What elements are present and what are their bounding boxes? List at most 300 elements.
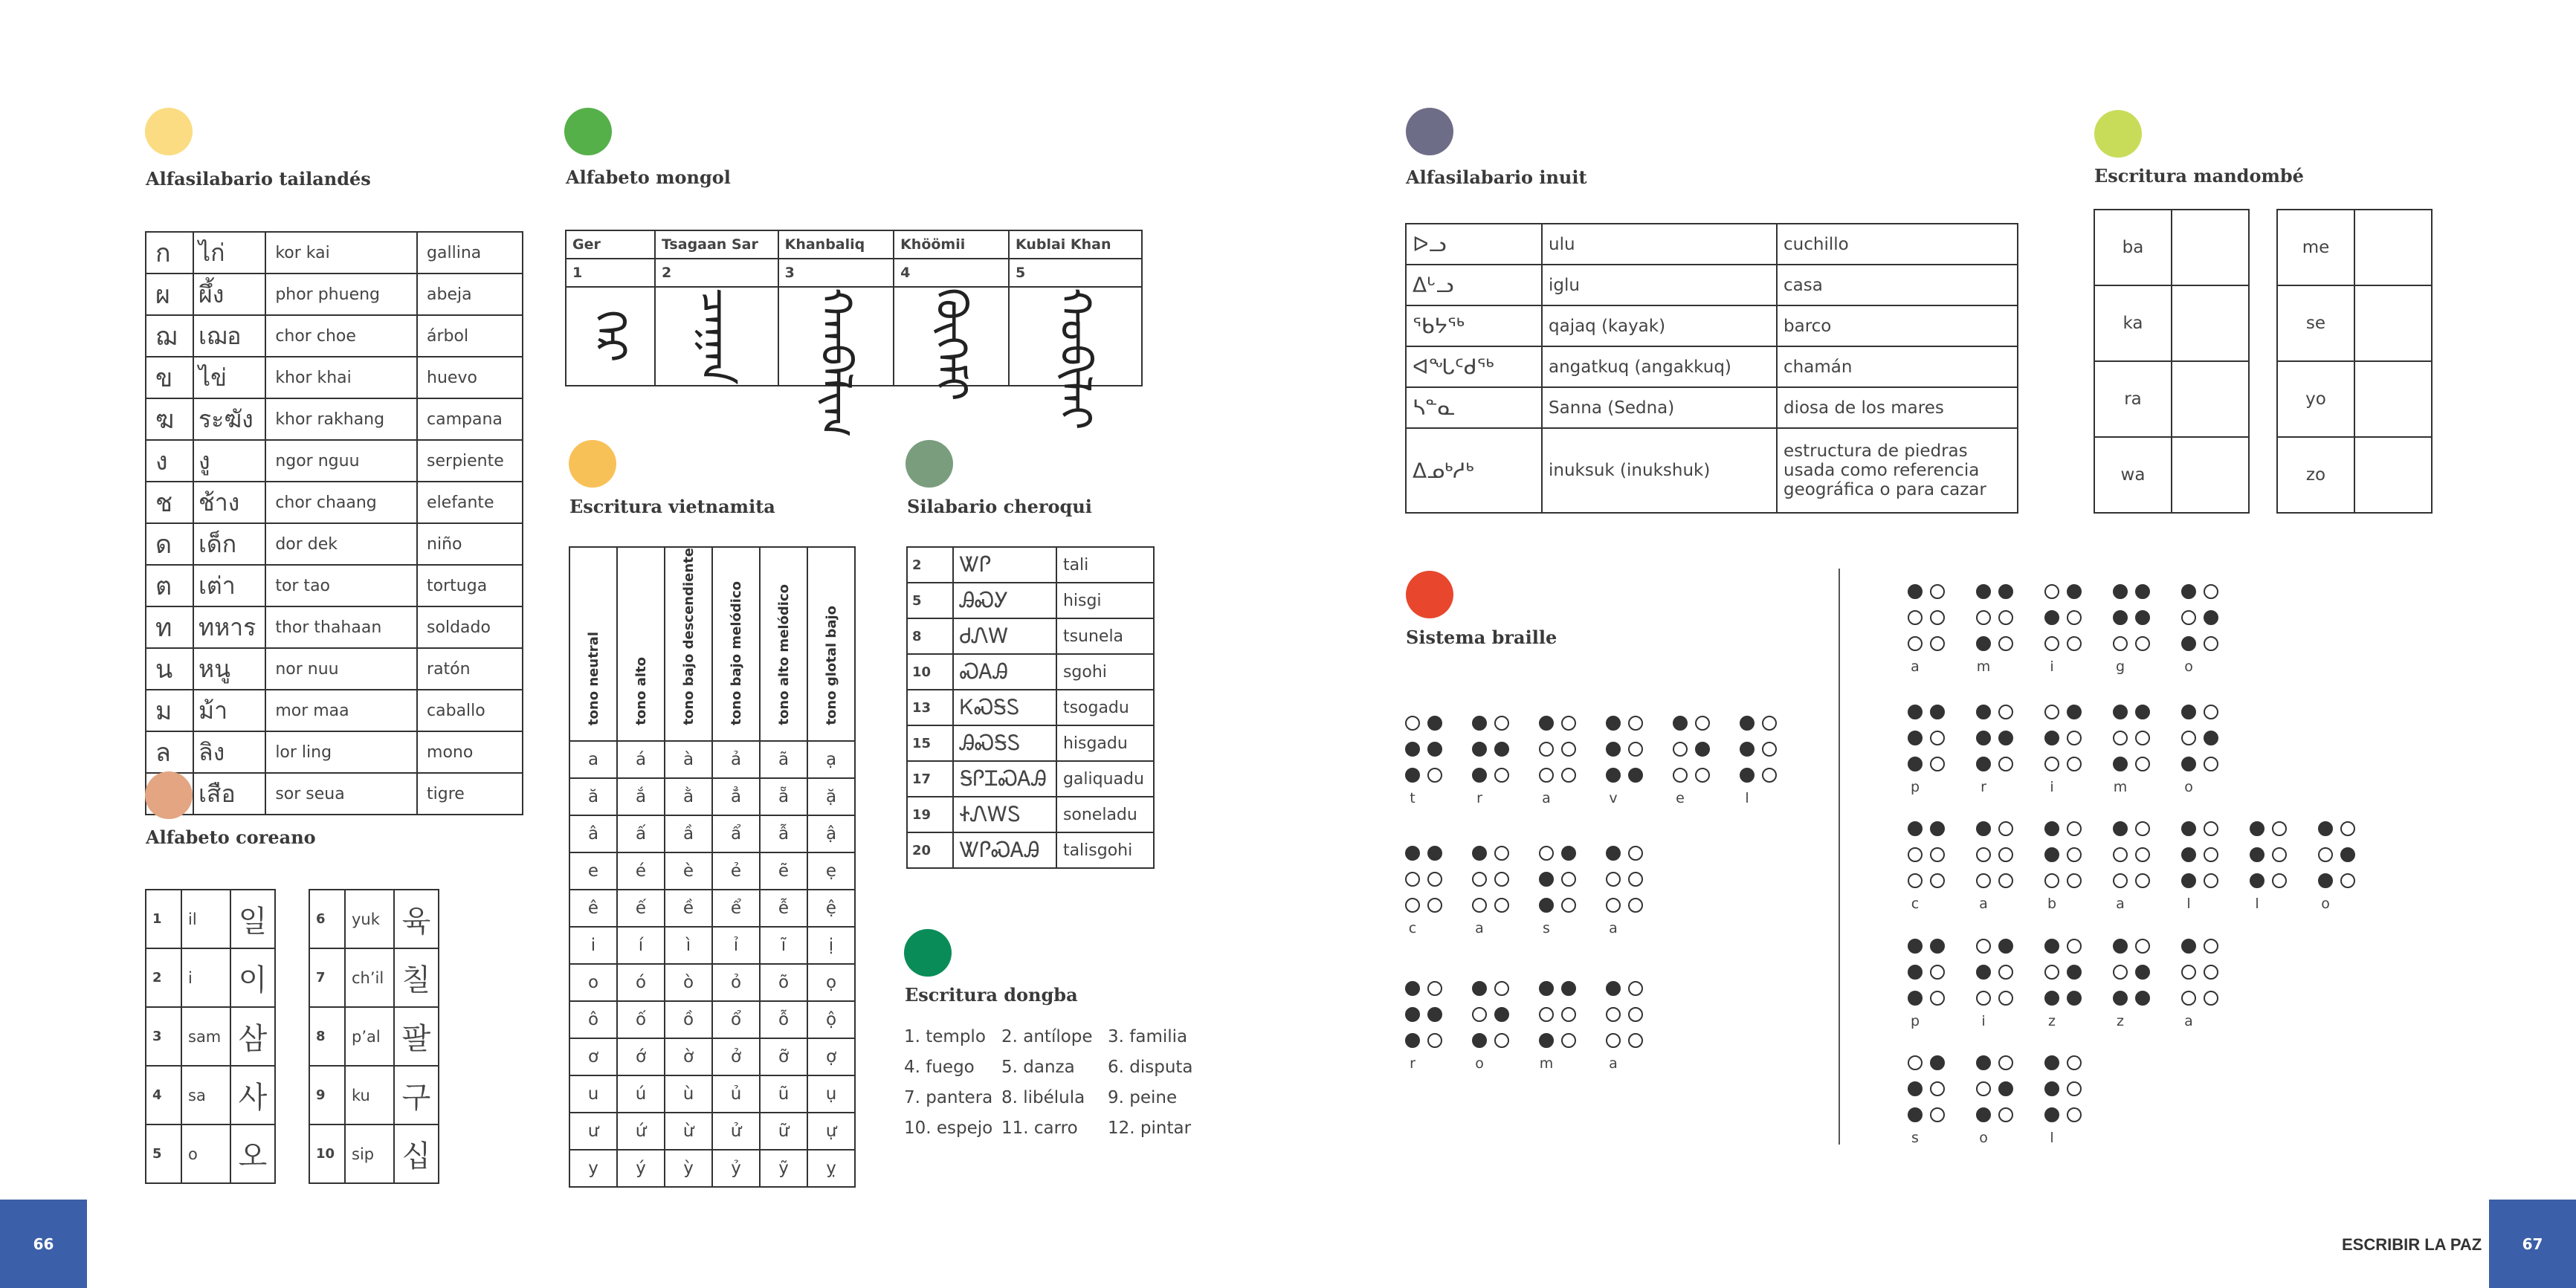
braille-dot <box>2067 731 2082 745</box>
braille-dot <box>1494 898 1509 913</box>
table-row <box>146 274 523 315</box>
table-cell: ả <box>712 741 760 778</box>
braille-letter: z <box>2117 1013 2124 1029</box>
table-cell: ช้าง <box>193 482 265 523</box>
braille-dot <box>2181 705 2196 719</box>
table-cell: angatkuq (angakkuq) <box>1542 346 1777 387</box>
mongol-table <box>565 230 1143 438</box>
braille-dot <box>2204 610 2218 625</box>
braille-dot <box>1998 965 2013 980</box>
mongolian-glyph: ᠭᠡᠷ <box>566 287 655 386</box>
table-row <box>907 761 1154 797</box>
table-cell: inuksuk (inukshuk) <box>1542 428 1777 513</box>
braille-dot <box>1628 1007 1643 1022</box>
table-cell: tigre <box>417 773 523 815</box>
braille-dot <box>1695 716 1710 731</box>
glyph-cell <box>2354 285 2432 361</box>
column-header <box>712 547 760 741</box>
braille-divider <box>1839 569 1840 1145</box>
table-row <box>2094 437 2249 513</box>
braille-dot <box>2044 965 2059 980</box>
table-cell: chamán <box>1777 346 2018 387</box>
braille-letter: r <box>1981 779 1986 795</box>
braille-dot <box>1628 898 1643 913</box>
table-cell: ฌ <box>146 315 193 357</box>
table-cell: tali <box>1056 547 1154 583</box>
braille-letter: m <box>1976 658 1991 675</box>
table-row <box>146 232 523 274</box>
table-cell: ล <box>146 731 193 773</box>
braille-letter: v <box>1609 790 1618 806</box>
braille-dot <box>2340 873 2355 888</box>
dongba-item: 3. familia <box>1108 1027 1188 1046</box>
table-row <box>2277 361 2432 437</box>
inuit-color-dot <box>1406 108 1453 155</box>
table-cell: ă <box>569 778 617 815</box>
braille-dot <box>2113 821 2128 836</box>
table-cell: hisgadu <box>1056 725 1154 761</box>
braille-dot <box>1561 742 1576 757</box>
table-cell: 15 <box>907 725 953 761</box>
mongolian-glyph: ᠬᠤᠪᠢᠯᠠᠢ <box>1009 287 1142 386</box>
braille-dot <box>2250 821 2265 836</box>
table-row <box>146 523 523 565</box>
braille-dot <box>2318 821 2333 836</box>
braille-letter: a <box>1911 658 1920 675</box>
table-cell: tor tao <box>265 565 417 606</box>
table-cell: galiquadu <box>1056 761 1154 797</box>
table-cell: tsunela <box>1056 618 1154 654</box>
mandombe-table-right <box>2276 209 2433 514</box>
braille-dot <box>2044 584 2059 599</box>
braille-dot <box>2340 847 2355 862</box>
braille-dot <box>2044 731 2059 745</box>
braille-dot <box>2044 705 2059 719</box>
braille-dot <box>2135 636 2150 651</box>
table-cell: ẩ <box>712 815 760 852</box>
braille-dot <box>1628 981 1643 996</box>
table-cell: ẻ <box>712 852 760 890</box>
braille-letter: i <box>1981 1013 1986 1029</box>
braille-dot <box>1908 1107 1923 1122</box>
table-cell: mono <box>417 731 523 773</box>
braille-letter: o <box>1475 1055 1484 1072</box>
braille-dot <box>2067 636 2082 651</box>
braille-dot <box>1494 846 1509 861</box>
table-cell: 2 <box>907 547 953 583</box>
table-row <box>907 690 1154 725</box>
braille-dot <box>2204 821 2218 836</box>
table-cell: ụ <box>807 1075 855 1113</box>
table-row <box>569 890 855 927</box>
table-cell: o <box>181 1124 230 1183</box>
table-cell: ố <box>617 1001 665 1038</box>
dongba-item: 12. pintar <box>1108 1119 1192 1138</box>
braille-letter: a <box>2184 1013 2193 1029</box>
table-cell: 사 <box>230 1066 275 1124</box>
braille-dot <box>2113 757 2128 771</box>
braille-letter: i <box>2050 779 2054 795</box>
braille-dot <box>1998 847 2013 862</box>
braille-dot <box>1998 1107 2013 1122</box>
braille-dot <box>1908 991 1923 1006</box>
braille-dot <box>2135 821 2150 836</box>
braille-dot <box>1998 610 2013 625</box>
braille-title: Sistema braille <box>1406 627 1557 648</box>
braille-dot <box>1673 742 1688 757</box>
table-row <box>907 832 1154 868</box>
column-header: Khanbaliq <box>778 230 894 259</box>
glyph-cell <box>2172 361 2249 437</box>
braille-dot <box>2067 584 2082 599</box>
table-cell: õ <box>760 964 807 1001</box>
braille-dot <box>2204 757 2218 771</box>
vietnamese-table <box>569 546 856 1188</box>
table-cell: งู <box>193 440 265 482</box>
table-cell: ê <box>569 890 617 927</box>
table-row <box>146 1007 275 1066</box>
table-cell: 육 <box>394 890 439 948</box>
table-row <box>146 606 523 648</box>
braille-dot <box>1930 847 1945 862</box>
braille-dot <box>2181 610 2196 625</box>
table-cell: y <box>569 1150 617 1187</box>
braille-dot <box>1427 742 1442 757</box>
braille-dot <box>1494 981 1509 996</box>
braille-dot <box>2113 610 2128 625</box>
braille-dot <box>1427 846 1442 861</box>
tone-label: tono alto melódico <box>775 584 792 725</box>
table-cell: ỳ <box>665 1150 712 1187</box>
table-cell: ậ <box>807 815 855 852</box>
braille-dot <box>2067 610 2082 625</box>
braille-dot <box>1998 939 2013 954</box>
table-cell: 구 <box>394 1066 439 1124</box>
braille-letter: i <box>2050 658 2054 675</box>
braille-dot <box>1908 847 1923 862</box>
table-cell: p’al <box>345 1007 394 1066</box>
braille-dot <box>2113 991 2128 1006</box>
braille-dot <box>1405 1033 1420 1048</box>
table-cell: ngor nguu <box>265 440 417 482</box>
table-cell: ệ <box>807 890 855 927</box>
braille-dot <box>2067 1055 2082 1070</box>
braille-dot <box>1561 898 1576 913</box>
braille-dot <box>2067 757 2082 771</box>
tone-label: tono alto <box>633 656 649 725</box>
table-cell: lor ling <box>265 731 417 773</box>
braille-dot <box>1976 1107 1991 1122</box>
braille-dot <box>2044 1107 2059 1122</box>
table-cell: ễ <box>760 890 807 927</box>
syllable: me <box>2277 210 2354 285</box>
table-cell: ự <box>807 1113 855 1150</box>
tone-label: tono glotal bajo <box>823 606 839 725</box>
table-cell: ẵ <box>760 778 807 815</box>
table-cell: serpiente <box>417 440 523 482</box>
table-cell: khor rakhang <box>265 398 417 440</box>
braille-dot <box>2067 847 2082 862</box>
table-cell: 10 <box>907 654 953 690</box>
braille-dot <box>2135 965 2150 980</box>
braille-dot <box>1976 847 1991 862</box>
braille-dot <box>2204 636 2218 651</box>
braille-dot <box>2272 873 2287 888</box>
braille-letter: l <box>1745 790 1749 806</box>
table-cell: sa <box>181 1066 230 1124</box>
table-cell: ข <box>146 357 193 398</box>
running-title: ESCRIBIR LA PAZ <box>2342 1235 2482 1254</box>
table-row <box>2094 285 2249 361</box>
braille-dot <box>2135 584 2150 599</box>
braille-letter: o <box>2321 896 2330 912</box>
braille-dot <box>1472 981 1487 996</box>
dongba-item: 1. templo <box>904 1027 986 1046</box>
table-cell: cuchillo <box>1777 224 2018 265</box>
table-cell: soldado <box>417 606 523 648</box>
table-cell: ỏ <box>712 964 760 1001</box>
braille-dot <box>2181 584 2196 599</box>
braille-dot <box>1908 636 1923 651</box>
table-cell: barco <box>1777 305 2018 346</box>
table-cell: qajaq (kayak) <box>1542 305 1777 346</box>
table-row <box>2094 210 2249 285</box>
braille-dot <box>1472 768 1487 783</box>
table-cell: ĩ <box>760 927 807 964</box>
table-cell: tsogadu <box>1056 690 1154 725</box>
viet-title: Escritura vietnamita <box>569 496 775 517</box>
dongba-item: 8. libélula <box>1001 1088 1085 1107</box>
table-cell: soneladu <box>1056 797 1154 832</box>
braille-dot <box>1472 1033 1487 1048</box>
braille-dot <box>1405 872 1420 887</box>
table-cell: caballo <box>417 690 523 731</box>
braille-dot <box>1628 846 1643 861</box>
braille-dot <box>1539 716 1554 731</box>
table-cell: 이 <box>230 948 275 1007</box>
braille-dot <box>1673 716 1688 731</box>
glyph-row <box>566 287 1142 386</box>
table-cell: campana <box>417 398 523 440</box>
table-cell: mor maa <box>265 690 417 731</box>
dongba-title: Escritura dongba <box>905 984 1078 1006</box>
table-cell: ổ <box>712 1001 760 1038</box>
glyph-cell <box>2172 437 2249 513</box>
table-row <box>569 1001 855 1038</box>
braille-dot <box>2181 821 2196 836</box>
table-cell: ú <box>617 1075 665 1113</box>
table-cell: 9 <box>309 1066 345 1124</box>
braille-letter: e <box>1676 790 1685 806</box>
table-cell: diosa de los mares <box>1777 387 2018 428</box>
braille-dot <box>1998 757 2013 771</box>
table-cell: talisgohi <box>1056 832 1154 868</box>
table-cell: หนู <box>193 648 265 690</box>
table-cell: árbol <box>417 315 523 357</box>
braille-dot <box>1539 898 1554 913</box>
braille-dot <box>2067 965 2082 980</box>
table-cell: iglu <box>1542 265 1777 305</box>
braille-letter: a <box>1979 896 1988 912</box>
table-cell: ò <box>665 964 712 1001</box>
braille-dot <box>1472 898 1487 913</box>
table-cell: ไข่ <box>193 357 265 398</box>
braille-dot <box>1539 872 1554 887</box>
braille-letter: l <box>2255 896 2259 912</box>
table-cell: ũ <box>760 1075 807 1113</box>
table-cell: 13 <box>907 690 953 725</box>
braille-dot <box>1695 742 1710 757</box>
table-cell: 칠 <box>394 948 439 1007</box>
table-cell: ch’il <box>345 948 394 1007</box>
braille-dot <box>1494 742 1509 757</box>
braille-dot <box>2181 965 2196 980</box>
table-cell: 십 <box>394 1124 439 1183</box>
braille-letter: p <box>1910 779 1920 795</box>
table-row <box>569 1075 855 1113</box>
tone-label: tono bajo descendiente <box>680 548 697 725</box>
table-row <box>146 440 523 482</box>
table-row <box>1406 305 2018 346</box>
braille-dot <box>2044 873 2059 888</box>
table-cell: ทหาร <box>193 606 265 648</box>
table-cell: a <box>569 741 617 778</box>
table-cell: ᐃᓄᒃᓱᒃ <box>1406 428 1542 513</box>
table-row <box>1406 428 2018 513</box>
mandombe-table-left <box>2094 209 2250 514</box>
braille-dot <box>1539 1033 1554 1048</box>
table-cell: sip <box>345 1124 394 1183</box>
braille-dot <box>1930 584 1945 599</box>
table-cell: estructura de piedras usada como referencia geográfica o para cazar <box>1777 428 2018 513</box>
braille-dot <box>1998 705 2013 719</box>
braille-dot <box>1561 872 1576 887</box>
braille-dot <box>1405 1007 1420 1022</box>
braille-dot <box>2135 991 2150 1006</box>
mongolian-glyph: ᠬᠥᠭᠡᠮᠢ <box>894 287 1009 386</box>
table-cell: ỹ <box>760 1150 807 1187</box>
braille-dot <box>2204 847 2218 862</box>
braille-dot <box>1976 610 1991 625</box>
braille-dot <box>1930 965 1945 980</box>
braille-letter: a <box>1609 920 1618 936</box>
braille-dot <box>1976 939 1991 954</box>
table-cell: ơ <box>569 1038 617 1075</box>
table-row <box>907 618 1154 654</box>
table-row <box>907 547 1154 583</box>
table-row <box>2094 361 2249 437</box>
table-cell: เสือ <box>193 773 265 815</box>
table-cell: 오 <box>230 1124 275 1183</box>
braille-dot <box>1606 768 1621 783</box>
braille-dot <box>1762 742 1777 757</box>
table-cell: เฌอ <box>193 315 265 357</box>
braille-dot <box>2067 991 2082 1006</box>
table-cell: ầ <box>665 815 712 852</box>
braille-dot <box>1405 898 1420 913</box>
column-header: Kublai Khan <box>1009 230 1142 259</box>
braille-dot <box>1976 757 1991 771</box>
table-cell: ở <box>712 1038 760 1075</box>
table-row <box>2277 210 2432 285</box>
braille-dot <box>2135 873 2150 888</box>
table-cell: ᓴᓐᓇ <box>1406 387 1542 428</box>
page-number-right: 67 <box>2489 1200 2576 1288</box>
table-cell: ง <box>146 440 193 482</box>
braille-dot <box>2250 873 2265 888</box>
braille-dot <box>2044 939 2059 954</box>
braille-dot <box>1908 873 1923 888</box>
braille-dot <box>1908 939 1923 954</box>
braille-dot <box>1976 965 1991 980</box>
braille-dot <box>1606 846 1621 861</box>
table-cell: ỉ <box>712 927 760 964</box>
table-cell: ế <box>617 890 665 927</box>
table-cell: phor phueng <box>265 274 417 315</box>
braille-dot <box>1405 716 1420 731</box>
braille-dot <box>1695 768 1710 783</box>
table-row <box>146 890 275 948</box>
table-cell: casa <box>1777 265 2018 305</box>
table-cell: ม้า <box>193 690 265 731</box>
table-cell: chor choe <box>265 315 417 357</box>
braille-letter: a <box>1609 1055 1618 1072</box>
braille-dot <box>1930 757 1945 771</box>
braille-dot <box>1930 636 1945 651</box>
braille-letter: a <box>1542 790 1551 806</box>
braille-dot <box>1976 731 1991 745</box>
braille-dot <box>2113 731 2128 745</box>
braille-letter: a <box>2116 896 2125 912</box>
column-header <box>807 547 855 741</box>
braille-dot <box>2204 731 2218 745</box>
braille-dot <box>1930 610 1945 625</box>
dongba-item: 10. espejo <box>904 1119 993 1138</box>
table-cell: 5 <box>146 1124 181 1183</box>
braille-dot <box>2181 636 2196 651</box>
braille-dot <box>2272 847 2287 862</box>
braille-dot <box>1427 768 1442 783</box>
braille-dot <box>2318 873 2333 888</box>
braille-dot <box>1561 1007 1576 1022</box>
thai-title: Alfasilabario tailandés <box>146 168 371 190</box>
table-cell: ó <box>617 964 665 1001</box>
table-cell: ợ <box>807 1038 855 1075</box>
table-row <box>309 1007 439 1066</box>
table-cell: ể <box>712 890 760 927</box>
braille-dot <box>1930 1107 1945 1122</box>
braille-dot <box>1472 716 1487 731</box>
column-header: Ger <box>566 230 655 259</box>
braille-dot <box>1561 1033 1576 1048</box>
table-cell: 8 <box>907 618 953 654</box>
table-cell: ᏔᎵ <box>953 547 1056 583</box>
syllable: zo <box>2277 437 2354 513</box>
braille-letter: b <box>2047 896 2057 912</box>
korean-table-left <box>145 889 276 1184</box>
braille-dot <box>2044 1081 2059 1096</box>
braille-dot <box>2135 705 2150 719</box>
table-cell: ị <box>807 927 855 964</box>
table-row <box>907 725 1154 761</box>
table-cell: 17 <box>907 761 953 797</box>
table-cell: ลิง <box>193 731 265 773</box>
braille-dot <box>2113 847 2128 862</box>
inuit-table <box>1405 223 2018 514</box>
table-cell: ช <box>146 482 193 523</box>
syllable: wa <box>2094 437 2172 513</box>
braille-dot <box>1405 768 1420 783</box>
